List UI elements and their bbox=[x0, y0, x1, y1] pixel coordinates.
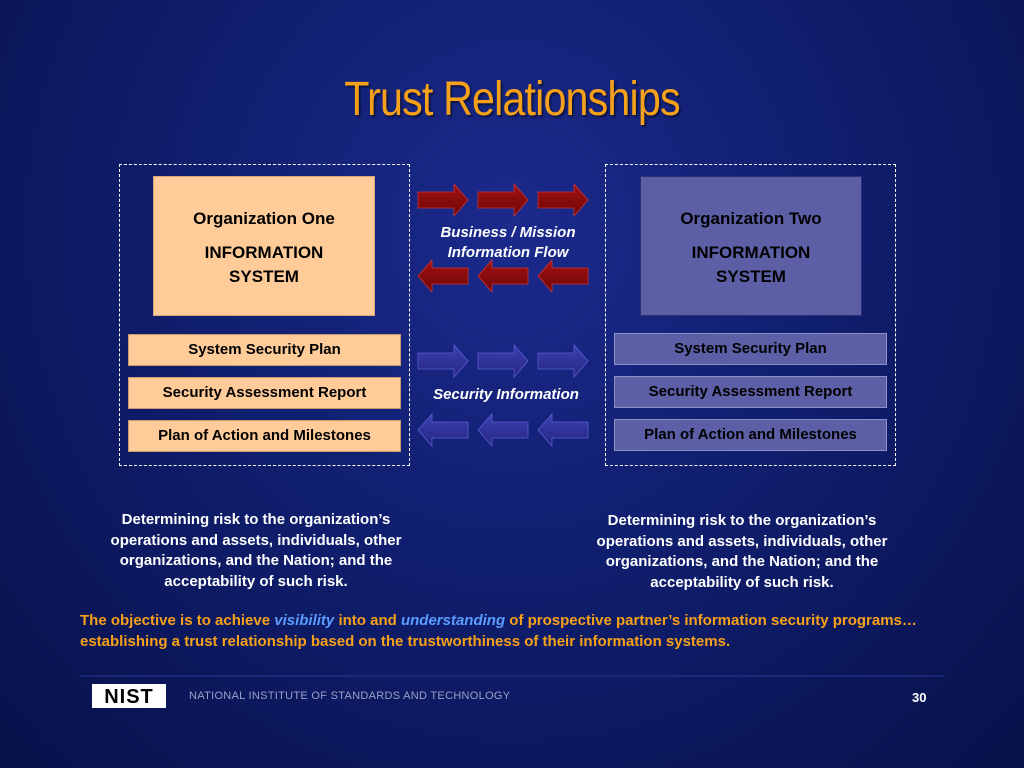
business-flow-label-line1: Business / Mission bbox=[440, 224, 576, 241]
page-number: 30 bbox=[912, 690, 927, 705]
objective-emphasis-visibility: visibility bbox=[274, 612, 335, 629]
left-arrow-icon bbox=[418, 414, 468, 446]
org-two-system-label: INFORMATION SYSTEM bbox=[691, 243, 811, 286]
org-one-name: Organization One bbox=[193, 209, 335, 228]
right-arrow-icon bbox=[418, 345, 468, 377]
security-flow-label: Security Information bbox=[433, 386, 579, 403]
org-one-system-box bbox=[153, 176, 375, 316]
right-arrow-icon bbox=[538, 184, 588, 216]
left-arrow-icon bbox=[478, 260, 528, 292]
left-arrow-icon bbox=[538, 414, 588, 446]
nist-logo bbox=[92, 684, 166, 708]
objective-part1: The objective is to achieve bbox=[80, 612, 275, 629]
right-arrow-icon bbox=[478, 345, 528, 377]
business-right-arrows bbox=[418, 184, 588, 216]
org-one-system-label: INFORMATION SYSTEM bbox=[204, 243, 324, 286]
org-one-security-plan: System Security Plan bbox=[128, 334, 401, 366]
objective-emphasis-understanding: understanding bbox=[400, 612, 506, 629]
org-two-poam: Plan of Action and Milestones bbox=[614, 419, 887, 451]
left-arrow-icon bbox=[478, 414, 528, 446]
right-arrow-icon bbox=[478, 184, 528, 216]
org-two-assessment-report: Security Assessment Report bbox=[614, 376, 887, 408]
objective-part3: of prospective partner’s information security programs…establishing a trust relationship based on the trustworthiness of their information systems. bbox=[80, 612, 917, 650]
objective-part2: into and bbox=[334, 612, 401, 629]
left-arrow-icon bbox=[418, 260, 468, 292]
security-right-arrows bbox=[418, 345, 588, 377]
left-arrow-icon bbox=[538, 260, 588, 292]
org-two-security-plan: System Security Plan bbox=[614, 333, 887, 365]
org-two-name: Organization Two bbox=[680, 209, 822, 228]
business-flow-label bbox=[416, 223, 600, 263]
org-one-poam: Plan of Action and Milestones bbox=[128, 420, 401, 452]
agency-name: NATIONAL INSTITUTE OF STANDARDS AND TECHNOLOGY bbox=[189, 690, 511, 702]
right-arrow-icon bbox=[418, 184, 468, 216]
org-two-risk-description: Determining risk to the organization’s operations and assets, individuals, other organizations, and the Nation; and the acceptability of such risk. bbox=[596, 512, 888, 591]
objective-statement bbox=[80, 611, 960, 652]
slide-title: Trust Relationships bbox=[344, 73, 680, 126]
org-two-system-box bbox=[640, 176, 862, 316]
business-flow-label-line2: Information Flow bbox=[447, 244, 569, 261]
security-left-arrows bbox=[418, 414, 588, 446]
org-one-risk-description: Determining risk to the organization’s operations and assets, individuals, other organizations, and the Nation; and the acceptability of such risk. bbox=[110, 511, 402, 590]
business-left-arrows bbox=[418, 260, 588, 292]
right-arrow-icon bbox=[538, 345, 588, 377]
nist-logo-text: NIST bbox=[104, 686, 154, 708]
org-one-assessment-report: Security Assessment Report bbox=[128, 377, 401, 409]
footer-divider bbox=[0, 674, 1024, 678]
